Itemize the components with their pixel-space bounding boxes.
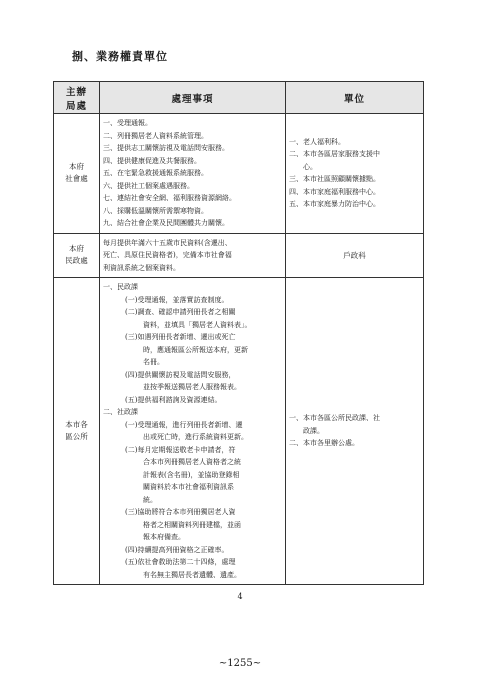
row-items (100, 114, 286, 234)
list-item: (一)受理通報，進行列冊長者新增、遷 (125, 420, 243, 429)
table-row (54, 278, 424, 585)
footer-page-number: ~1255~ (218, 658, 262, 669)
header-unit (54, 82, 100, 114)
list-item: (五)依社會救助法第二十四條，處理 (125, 558, 236, 566)
section-title: 捌、業務權責單位 (72, 50, 168, 63)
list-item: (四)提供關懷訪視及電話問安服務， (125, 370, 236, 379)
list-item: (四)持續提高列冊資格之正確率。 (125, 545, 229, 554)
department-line: 三、本市社區照顧關懷據點。 (289, 175, 380, 184)
department-line: 二、本市各區居家服務支援中 (289, 150, 380, 159)
unit-line: 本市各 (65, 420, 88, 429)
list-item: 報本府備查。 (143, 533, 185, 541)
list-item: 八、採購低溫關懷所需禦寒物資。 (103, 206, 208, 215)
list-item: (二)每月定期報送敬老卡申請者，符 (125, 445, 236, 454)
list-item: 二、列冊獨居老人資料系統管理。 (103, 131, 208, 140)
unit-line: 本府 (69, 162, 84, 172)
list-item: 合本市列冊獨居老人資格者之統 (143, 458, 241, 466)
list-item: 有名無主獨居長者遺體、遺產。 (143, 570, 241, 579)
department-line: 戶政科 (343, 250, 366, 260)
table-row (54, 114, 424, 234)
row-departments (286, 278, 424, 585)
list-item: (三)協助將符合本市列冊獨居老人資 (125, 508, 236, 516)
header-department: 單位 (286, 82, 424, 114)
list-item: 七、連結社會安全網、福利服務資源網絡。 (103, 194, 236, 202)
unit-line: 民政處 (65, 256, 88, 266)
list-item: 五、在宅緊急救援通報系統服務。 (103, 169, 208, 177)
row-unit (54, 278, 100, 585)
department-line: 心。 (289, 162, 317, 171)
list-item: (一)受理通報，並落實訪查制度。 (125, 295, 229, 304)
department-line: 二、本市各里辦公處。 (289, 439, 359, 448)
list-item: 六、提供社工個案處遇服務。 (103, 181, 194, 190)
list-item: 利資訊系統之個案資料。 (103, 263, 180, 272)
header-items: 處理事項 (100, 82, 286, 114)
header-unit-line2: 局處 (65, 100, 87, 112)
list-item: 每月提供年滿六十五歲市民資料(含遷出、 (103, 238, 232, 247)
list-item: 並按季報送獨居老人服務報表。 (143, 383, 241, 391)
list-item: (三)如遇列冊長者新增、遷出或死亡 (125, 333, 236, 341)
department-line: 五、本市家庭暴力防治中心。 (289, 200, 380, 209)
row-unit (54, 114, 100, 234)
section-heading: 二、社政課 (103, 408, 138, 416)
list-item: 關資料於本市社會福利資訊系 (143, 483, 234, 491)
list-item: (五)提供福利諮詢及資源連結。 (125, 395, 222, 404)
list-item: 名冊。 (143, 358, 164, 366)
table-header-row (54, 82, 424, 114)
list-item: 四、提供健康促進及共餐服務。 (103, 156, 201, 165)
list-item: 一、受理通報。 (103, 119, 152, 127)
unit-line: 社會處 (65, 174, 88, 184)
list-item: 死亡、具原住民資格者)，完備本市社會福 (103, 251, 232, 259)
list-item: 九、結合社會企業及民間團體共力關懷。 (103, 219, 229, 227)
list-item: (二)調查、確認申請列冊長者之相關 (125, 308, 236, 316)
section-heading: 一、民政課 (103, 283, 138, 291)
table-row (54, 233, 424, 278)
department-line: 一、老人福利科。 (289, 137, 345, 146)
department-line: 政課。 (289, 426, 324, 435)
row-departments (286, 233, 424, 278)
responsibility-table (53, 81, 424, 585)
row-departments (286, 114, 424, 234)
row-items (100, 278, 286, 585)
department-line: 一、本市各區公所民政課、社 (289, 414, 380, 423)
row-items (100, 233, 286, 278)
unit-line: 區公所 (65, 432, 88, 441)
header-unit-line1: 主辦 (65, 86, 87, 98)
page-number: 4 (237, 592, 243, 601)
department-line: 四、本市家庭福利服務中心。 (289, 187, 380, 196)
unit-line: 本府 (69, 244, 84, 254)
list-item: 資料，並填具「獨居老人資料表」。 (143, 320, 252, 329)
list-item: 出或死亡時，進行系統資料更新。 (143, 433, 248, 441)
list-item: 統。 (143, 495, 157, 504)
row-unit (54, 233, 100, 278)
list-item: 三、提供志工關懷訪視及電話問安服務。 (103, 144, 229, 152)
list-item: 計報表(含名冊)，並協助登錄相 (143, 470, 240, 479)
list-item: 時，應通報區公所報送本府，更新 (143, 345, 248, 354)
list-item: 格者之相關資料列冊建檔，並函 (143, 520, 241, 529)
